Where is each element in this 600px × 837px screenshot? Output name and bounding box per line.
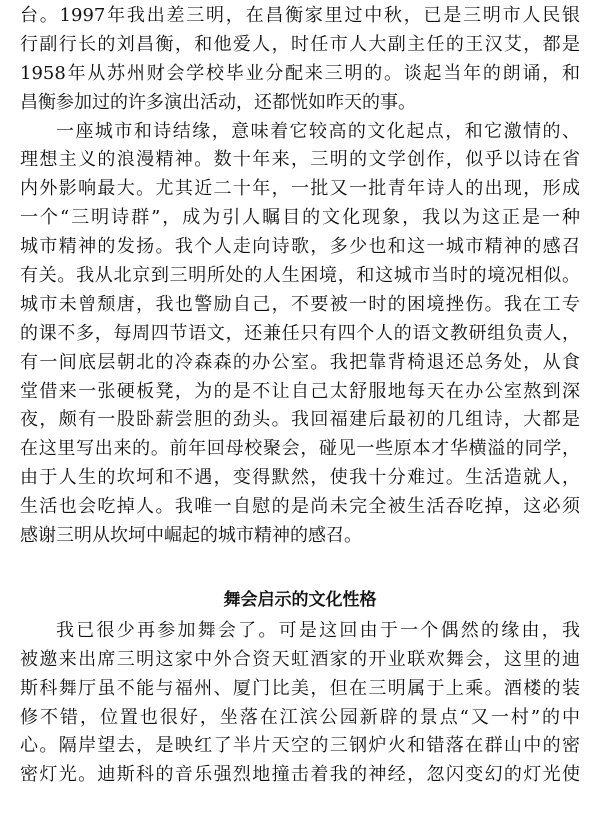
text-line: 城市精神的发扬。我个人走向诗歌，多少也和这一城市精神的感召 <box>20 236 580 258</box>
text-line: 堂借来一张硬板凳，为的是不让自己太舒服地每天在办公室熬到深 <box>20 380 580 402</box>
text-line: 修不错，位置也很好，坐落在江滨公园新辟的景点“又一村”的中 <box>20 706 580 728</box>
paragraph-continued <box>20 2 580 118</box>
text-line: 被邀来出席三明这家中外合资天虹酒家的开业联欢舞会，这里的迪 <box>20 648 580 670</box>
text-line: 城市未曾颓唐，我也警励自己，不要被一时的困境挫伤。我在工专 <box>20 293 580 315</box>
text-line: 夜，颇有一股卧薪尝胆的劲头。我回福建后最初的几组诗，大都是 <box>20 409 580 431</box>
text-line: 一个“三明诗群”，成为引人瞩目的文化现象，我以为这正是一种 <box>20 207 580 229</box>
document-page <box>20 2 580 790</box>
text-line: 斯科舞厅虽不能与福州、厦门比美，但在三明属于上乘。酒楼的装 <box>20 677 580 699</box>
text-line: 有一间底层朝北的冷森森的办公室。我把靠背椅退还总务处，从食 <box>20 351 580 373</box>
text-line: 一座城市和诗结缘，意味着它较高的文化起点，和它激情的、 <box>56 120 580 142</box>
text-line: 1958年从苏州财会学校毕业分配来三明的。谈起当年的朗诵，和 <box>20 62 580 84</box>
paragraph-dance-party <box>20 617 580 790</box>
text-line: 在这里写出来的。前年回母校聚会，碰见一些原本才华横溢的同学， <box>20 438 580 460</box>
text-line: 感谢三明从坎坷中崛起的城市精神的感召。 <box>20 525 362 547</box>
text-line: 有关。我从北京到三明所处的人生困境，和这城市当时的境况相似。 <box>20 265 580 287</box>
section-heading: 舞会启示的文化性格 <box>223 589 377 610</box>
text-line: 昌衡参加过的许多演出活动，还都恍如昨天的事。 <box>20 91 416 113</box>
text-line: 我已很少再参加舞会了。可是这回由于一个偶然的缘由，我 <box>56 619 580 641</box>
text-line: 台。1997年我出差三明，在昌衡家里过中秋，已是三明市人民银 <box>20 5 580 26</box>
text-line: 理想主义的浪漫精神。数十年来，三明的文学创作，似乎以诗在省 <box>20 149 580 171</box>
text-line: 内外影响最大。尤其近二十年，一批又一批青年诗人的出现，形成 <box>20 178 580 200</box>
text-line: 生活也会吃掉人。我唯一自慰的是尚未完全被生活吞吃掉，这必须 <box>20 496 580 518</box>
paragraph-city-poetry <box>20 118 580 551</box>
section-gap <box>20 551 580 580</box>
text-line: 行副行长的刘昌衡，和他爱人，时任市人大副主任的王汉艾，都是 <box>20 33 580 55</box>
text-line: 的课不多，每周四节语文，还兼任只有四个人的语文教研组负责人， <box>20 322 580 344</box>
text-line: 由于人生的坎坷和不遇，变得默然，使我十分难过。生活造就人， <box>20 467 580 489</box>
text-line: 密灯光。迪斯科的音乐强烈地撞击着我的神经，忽闪变幻的灯光使 <box>20 764 580 786</box>
text-line: 心。隔岸望去，是映红了半片天空的三钢炉火和错落在群山中的密 <box>20 735 580 757</box>
